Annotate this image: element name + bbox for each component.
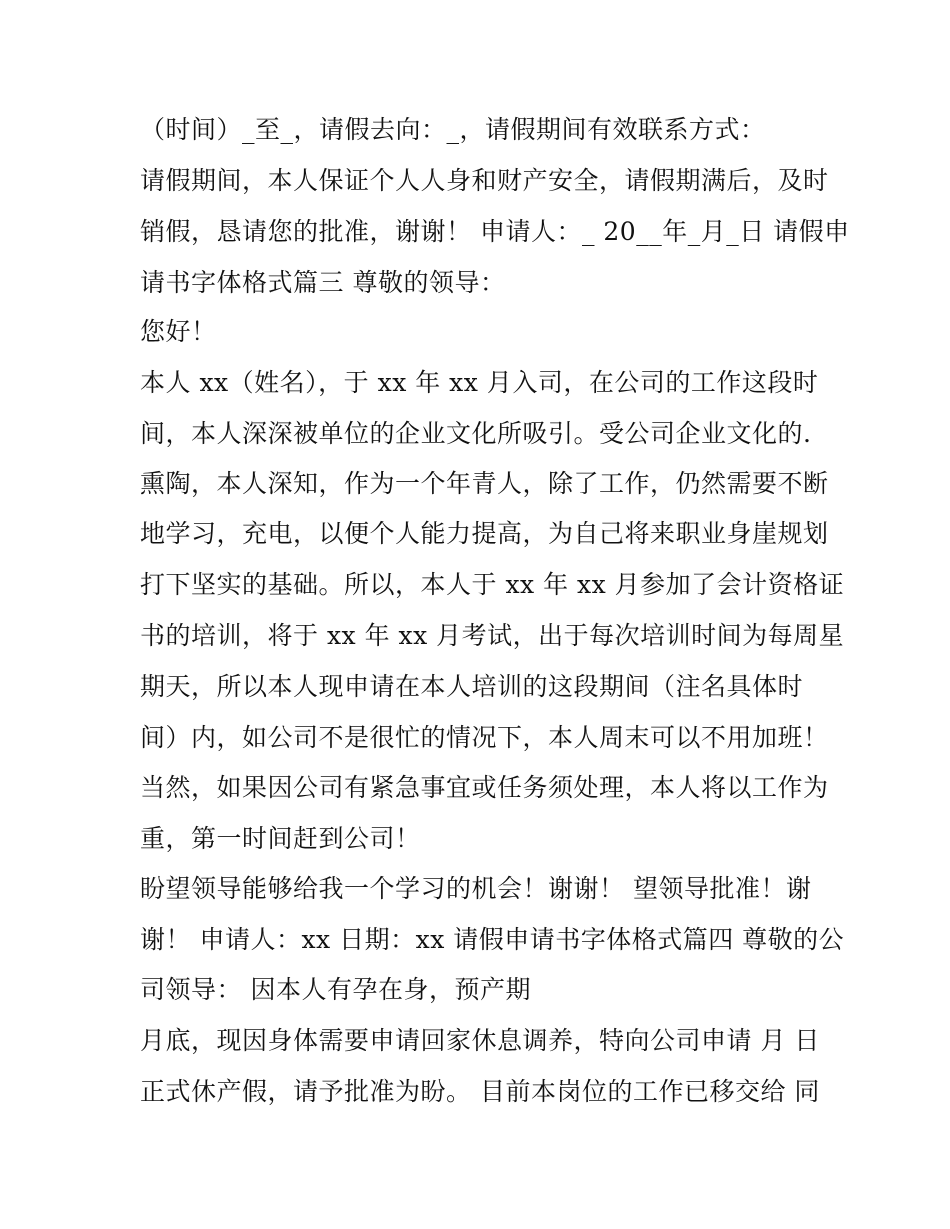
text-line: （时间）_至_，请假去向：_，请假期间有效联系方式： xyxy=(140,115,766,144)
text-line: 当然，如果因公司有紧急事宜或任务须处理，本人将以工作为 xyxy=(140,773,829,802)
text-line: 月底，现因身体需要申请回家休息调养，特向公司申请 月 日 xyxy=(140,1026,820,1055)
text-line: 请书字体格式篇三 尊敬的领导： xyxy=(140,268,506,297)
text-line: 谢！ 申请人：xx 日期：xx 请假申请书字体格式篇四 尊敬的公 xyxy=(140,925,845,954)
text-line: 请假期间，本人保证个人人身和财产安全，请假期满后，及时 xyxy=(140,166,829,195)
text-line: 间，本人深深被单位的企业文化所吸引。受公司企业文化的. xyxy=(140,419,812,448)
text-line: 正式休产假，请予批准为盼。 目前本岗位的工作已移交给 同 xyxy=(140,1077,820,1106)
text-line: 熏陶，本人深知，作为一个年青人，除了工作，仍然需要不断 xyxy=(140,469,829,498)
text-line: 重，第一时间赶到公司！ xyxy=(140,824,421,853)
text-line: 盼望领导能够给我一个学习的机会！谢谢！ 望领导批准！谢 xyxy=(140,874,812,903)
text-line: 打下坚实的基础。所以，本人于 xx 年 xx 月参加了会计资格证 xyxy=(140,570,845,599)
text-line: 司领导： 因本人有孕在身，预产期 xyxy=(140,975,531,1004)
text-line: 间）内，如公司不是很忙的情况下，本人周末可以不用加班！ xyxy=(140,723,829,752)
text-line: 地学习，充电，以便个人能力提高，为自己将来职业身崖规划 xyxy=(140,519,829,548)
text-line: 销假，恳请您的批准，谢谢！ 申请人：_ 20__年_月_日 请假申 xyxy=(140,217,850,246)
text-line: 本人 xx（姓名），于 xx 年 xx 月入司，在公司的工作这段时 xyxy=(140,368,819,397)
text-line: 书的培训，将于 xx 年 xx 月考试，出于每次培训时间为每周星 xyxy=(140,621,845,650)
text-line: 您好！ xyxy=(140,317,217,346)
text-line: 期天，所以本人现申请在本人培训的这段期间（注名具体时 xyxy=(140,672,804,701)
